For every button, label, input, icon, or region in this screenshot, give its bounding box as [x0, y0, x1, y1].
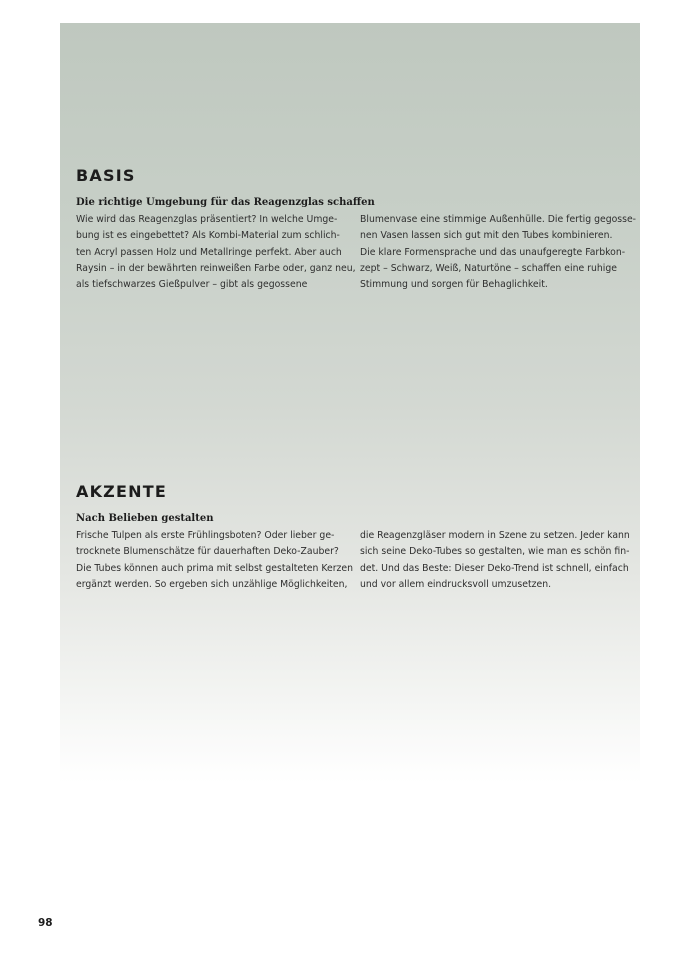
background-gradient-panel: [60, 23, 640, 783]
section-heading-akzente: AKZENTE: [76, 482, 167, 501]
text-line: sich seine Deko-Tubes so gestalten, wie man es schön fin-: [360, 546, 630, 558]
text-line: zept – Schwarz, Weiß, Naturtöne – schaffen eine ruhige: [360, 262, 617, 274]
text-line: und vor allem eindrucksvoll umzusetzen.: [360, 578, 552, 590]
text-line: det. Und das Beste: Dieser Deko-Trend ist schnell, einfach: [360, 562, 629, 574]
text-line: Stimmung und sorgen für Behaglichkeit.: [360, 279, 548, 291]
text-line: als tiefschwarzes Gießpulver – gibt als gegossene: [76, 279, 308, 291]
text-line: ten Acryl passen Holz und Metallringe perfekt. Aber auch: [76, 246, 342, 258]
text-columns-basis: [76, 212, 637, 293]
text-line: Frische Tulpen als erste Frühlingsboten? Oder lieber ge-: [76, 530, 335, 541]
text-line: Raysin – in der bewährten reinweißen Farbe oder, ganz neu,: [76, 262, 356, 274]
text-line: nen Vasen lassen sich gut mit den Tubes kombinieren.: [360, 230, 613, 242]
page-number: 98: [38, 917, 53, 929]
section-basis: [76, 166, 637, 293]
text-column-right: [360, 212, 637, 293]
section-akzente: [76, 482, 630, 593]
text-line: Blumenvase eine stimmige Außenhülle. Die fertig gegosse-: [360, 214, 637, 225]
text-line: Wie wird das Reagenzglas präsentiert? In welche Umge-: [76, 214, 338, 225]
text-line: bung ist es eingebettet? Als Kombi-Material zum schlich-: [76, 230, 340, 242]
section-subheading-akzente: Nach Belieben gestalten: [76, 513, 214, 524]
text-column-left: [76, 528, 354, 593]
text-line: Die Tubes können auch prima mit selbst gestalteten Kerzen: [76, 562, 354, 574]
text-line: trocknete Blumenschätze für dauerhaften Deko-Zauber?: [76, 546, 339, 558]
text-columns-akzente: [76, 528, 630, 593]
section-subheading-basis: Die richtige Umgebung für das Reagenzglas schaffen: [76, 197, 375, 208]
section-heading-basis: BASIS: [76, 166, 136, 185]
text-line: ergänzt werden. So ergeben sich unzählige Möglichkeiten,: [76, 578, 348, 590]
text-line: Die klare Formensprache und das unaufgeregte Farbkon-: [360, 246, 626, 258]
text-column-right: [360, 528, 628, 593]
text-line: die Reagenzgläser modern in Szene zu setzen. Jeder kann: [360, 530, 630, 541]
text-column-left: [76, 212, 356, 293]
